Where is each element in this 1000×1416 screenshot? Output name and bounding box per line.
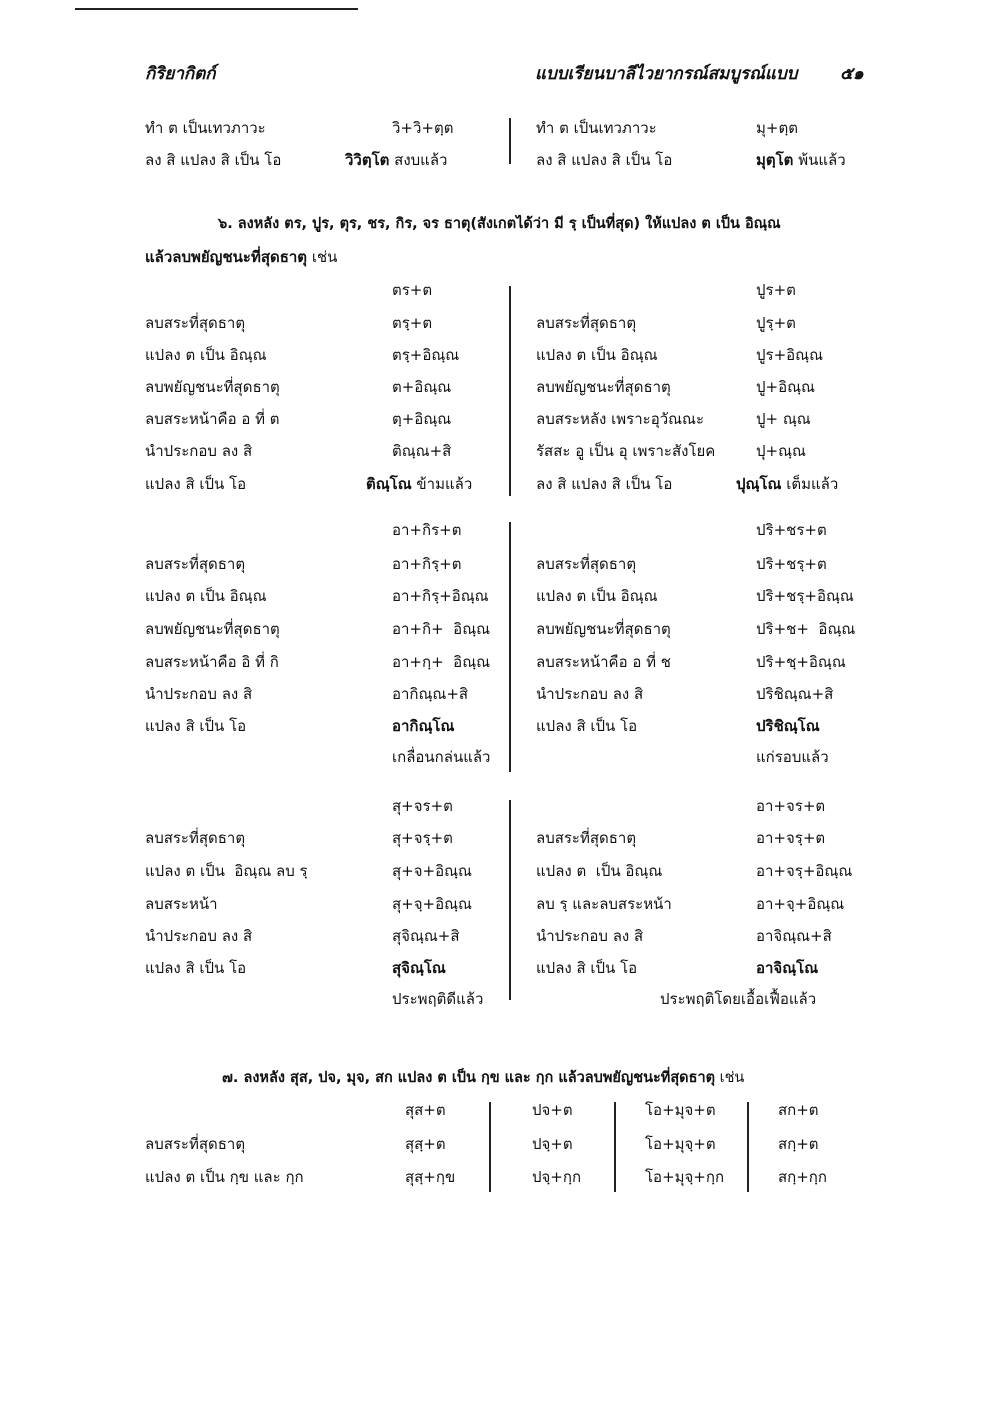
word-form: ปริชิณฺณ+สิ xyxy=(756,685,834,703)
base-form: สุ+จร+ต xyxy=(392,797,453,815)
word-form: ปริ+ชรฺ+ต xyxy=(756,555,827,573)
step-label: นำประกอบ ลง สิ xyxy=(536,685,644,703)
base-form: อา+กิร+ต xyxy=(392,521,462,539)
word-form: ตรฺ+อิณฺณ xyxy=(392,346,460,364)
result-form: สุจิณฺโณ xyxy=(392,959,446,977)
result-form: มุตฺโต xyxy=(756,151,794,169)
rule-6-continuation: แล้วลบพยัญชนะที่สุดธาตุ xyxy=(145,248,308,266)
word-form: สุ+จรฺ+ต xyxy=(392,829,453,847)
word-form: ปุ+ณฺณ xyxy=(756,442,806,460)
base-form: ปริ+ชร+ต xyxy=(756,521,827,539)
table-header: สก+ต xyxy=(778,1101,819,1119)
word-form: อา+กิรฺ+ต xyxy=(392,555,462,573)
step-label: ลบสระหน้าคือ อ ที่ ต xyxy=(145,410,280,428)
word-form: อา+จรฺ+อิณฺณ xyxy=(756,862,853,880)
table-cell: สุสฺ+กฺข xyxy=(405,1168,456,1186)
word-form: อากิณฺณ+สิ xyxy=(392,685,469,703)
step-label: ลบสระหน้าคือ อ ที่ ช xyxy=(536,653,671,671)
step-label: ลบพยัญชนะที่สุดธาตุ xyxy=(145,378,280,396)
table-cell: สกฺ+กฺก xyxy=(778,1168,827,1186)
running-header-left: กิริยากิตก์ xyxy=(145,64,216,84)
step-label: นำประกอบ ลง สิ xyxy=(145,927,253,945)
step-label: ทำ ต เป็นเทวภาวะ xyxy=(536,119,657,137)
table-header: โอ+มุจ+ต xyxy=(645,1101,716,1119)
word-form: ปริ+ชฺ+อิณฺณ xyxy=(756,653,846,671)
step-label: ลบพยัญชนะที่สุดธาตุ xyxy=(536,378,671,396)
rule-7-heading: ๗. ลงหลัง สุส, ปจ, มุจ, สก แปลง ต เป็น กฺข และ กฺก แล้วลบพยัญชนะที่สุดธาตุ xyxy=(222,1070,716,1086)
word-form: ติณฺณ+สิ xyxy=(392,442,452,460)
step-label: ลบสระที่สุดธาตุ xyxy=(536,555,637,573)
base-form: อา+จร+ต xyxy=(756,797,826,815)
result-form: อากิณฺโณ xyxy=(392,717,455,735)
step-label: แปลง สิ เป็น โอ xyxy=(145,475,247,493)
column-divider xyxy=(509,286,511,496)
step-label: ลบพยัญชนะที่สุดธาตุ xyxy=(145,620,280,638)
table-cell: ปจฺ+กฺก xyxy=(532,1168,582,1186)
step-label: นำประกอบ ลง สิ xyxy=(145,685,253,703)
table-cell: สกฺ+ต xyxy=(778,1135,819,1153)
table-header: ปจ+ต xyxy=(532,1101,573,1119)
base-form: ปูร+ต xyxy=(756,281,796,299)
step-label: ลบสระหน้า xyxy=(145,895,218,913)
word-form: ปู+อิณฺณ xyxy=(756,378,815,396)
column-divider xyxy=(509,522,511,772)
word-form: ปริ+ชรฺ+อิณฺณ xyxy=(756,587,854,605)
table-cell: โอ+มุจฺ+กฺก xyxy=(645,1168,725,1186)
word-form: วิ+วิ+ตฺต xyxy=(392,119,454,137)
step-label: แปลง ต เป็น อิณฺณ xyxy=(536,346,658,364)
step-label: นำประกอบ ลง สิ xyxy=(536,927,644,945)
word-form: ตฺ+อิณฺณ xyxy=(392,410,452,428)
step-label: ลบสระที่สุดธาตุ xyxy=(145,555,246,573)
step-label: รัสสะ อู เป็น อุ เพราะสังโยค xyxy=(536,442,716,460)
word-form: ปูร+อิณฺณ xyxy=(756,346,823,364)
step-label: แปลง ต เป็น อิณฺณ xyxy=(536,587,658,605)
table-cell: ปจฺ+ต xyxy=(532,1135,573,1153)
page-number: ๕๑ xyxy=(840,64,864,84)
word-form: มุ+ตฺต xyxy=(756,119,798,137)
step-label: ลบสระที่สุดธาตุ xyxy=(145,1135,246,1153)
result-form: วิวิตฺโต xyxy=(345,151,390,169)
column-divider xyxy=(509,118,511,164)
rule-7-suffix: เช่น xyxy=(719,1070,745,1086)
result-form: ปริชิณฺโณ xyxy=(756,717,820,735)
column-divider xyxy=(489,1102,491,1192)
step-label: แปลง สิ เป็น โอ xyxy=(145,717,247,735)
running-header-title: แบบเรียนบาลีไวยากรณ์สมบูรณ์แบบ xyxy=(535,64,798,84)
word-form: อา+จรฺ+ต xyxy=(756,829,826,847)
table-header: สุส+ต xyxy=(405,1101,446,1119)
step-label: แปลง ต เป็น อิณฺณ xyxy=(145,346,267,364)
result-form: ติณฺโณ xyxy=(366,475,412,493)
step-label: แปลง สิ เป็น โอ xyxy=(536,717,638,735)
column-divider xyxy=(747,1102,749,1192)
step-label: แปลง ต เป็น อิณฺณ ลบ รฺ xyxy=(145,862,308,880)
word-form: อา+กิรฺ+อิณฺณ xyxy=(392,587,489,605)
step-label: ลบพยัญชนะที่สุดธาตุ xyxy=(536,620,671,638)
word-form: ต+อิณฺณ xyxy=(392,378,452,396)
gloss: แก่รอบแล้ว xyxy=(756,748,829,766)
word-form: อา+จฺ+อิณฺณ xyxy=(756,895,845,913)
word-form: สุ+จ+อิณฺณ xyxy=(392,862,472,880)
table-cell: สุสฺ+ต xyxy=(405,1135,446,1153)
word-form: ปู+ ณฺณ xyxy=(756,410,811,428)
gloss: พ้นแล้ว xyxy=(798,151,846,169)
step-label: ลง สิ แปลง สิ เป็น โอ xyxy=(145,151,282,169)
word-form: สุ+จฺ+อิณฺณ xyxy=(392,895,472,913)
step-label: แปลง สิ เป็น โอ xyxy=(536,959,638,977)
rule-6-heading: ๖. ลงหลัง ตร, ปูร, ตุร, ชร, กิร, จร ธาตุ(สังเกตได้ว่า มี รฺ เป็นที่สุด) ให้แปลง ต เป็น อิณฺณ xyxy=(218,216,781,232)
step-label: ลบสระที่สุดธาตุ xyxy=(536,314,637,332)
gloss: เกลื่อนกล่นแล้ว xyxy=(392,748,491,766)
gloss: ข้ามแล้ว xyxy=(416,475,473,493)
base-form: ตร+ต xyxy=(392,281,433,299)
step-label: ลบสระที่สุดธาตุ xyxy=(536,829,637,847)
word-form: ปริ+ช+ อิณฺณ xyxy=(756,620,856,638)
word-form: ตรฺ+ต xyxy=(392,314,433,332)
step-label: แปลง ต เป็น อิณฺณ xyxy=(536,862,663,880)
gloss: สงบแล้ว xyxy=(394,151,448,169)
table-cell: โอ+มุจฺ+ต xyxy=(645,1135,716,1153)
column-divider xyxy=(509,800,511,1000)
step-label: แปลง ต เป็น อิณฺณ xyxy=(145,587,267,605)
step-label: ลบ รฺ และลบสระหน้า xyxy=(536,895,672,913)
rule-6-suffix: เช่น xyxy=(311,248,338,266)
step-label: แปลง สิ เป็น โอ xyxy=(145,959,247,977)
top-rule xyxy=(75,8,358,10)
word-form: ปูรฺ+ต xyxy=(756,314,796,332)
step-label: ลบสระที่สุดธาตุ xyxy=(145,829,246,847)
result-form: ปุณฺโณ xyxy=(736,475,782,493)
step-label: ลง สิ แปลง สิ เป็น โอ xyxy=(536,151,673,169)
word-form: อา+กฺ+ อิณฺณ xyxy=(392,653,491,671)
step-label: ทำ ต เป็นเทวภาวะ xyxy=(145,119,266,137)
word-form: สุจิณฺณ+สิ xyxy=(392,927,460,945)
result-form: อาจิณฺโณ xyxy=(756,959,819,977)
step-label: ลบสระที่สุดธาตุ xyxy=(145,314,246,332)
word-form: อาจิณฺณ+สิ xyxy=(756,927,832,945)
step-label: แปลง ต เป็น กฺข และ กฺก xyxy=(145,1168,304,1186)
step-label: นำประกอบ ลง สิ xyxy=(145,442,253,460)
column-divider xyxy=(614,1102,616,1192)
step-label: ลบสระหลัง เพราะอุวัณณะ xyxy=(536,410,705,428)
gloss: เต็มแล้ว xyxy=(786,475,839,493)
step-label: ลบสระหน้าคือ อิ ที่ กิ xyxy=(145,653,279,671)
word-form: อา+กิ+ อิณฺณ xyxy=(392,620,491,638)
gloss: ประพฤติดีแล้ว xyxy=(392,990,484,1008)
gloss: ประพฤติโดยเอื้อเฟื้อแล้ว xyxy=(660,990,817,1008)
step-label: ลง สิ แปลง สิ เป็น โอ xyxy=(536,475,673,493)
